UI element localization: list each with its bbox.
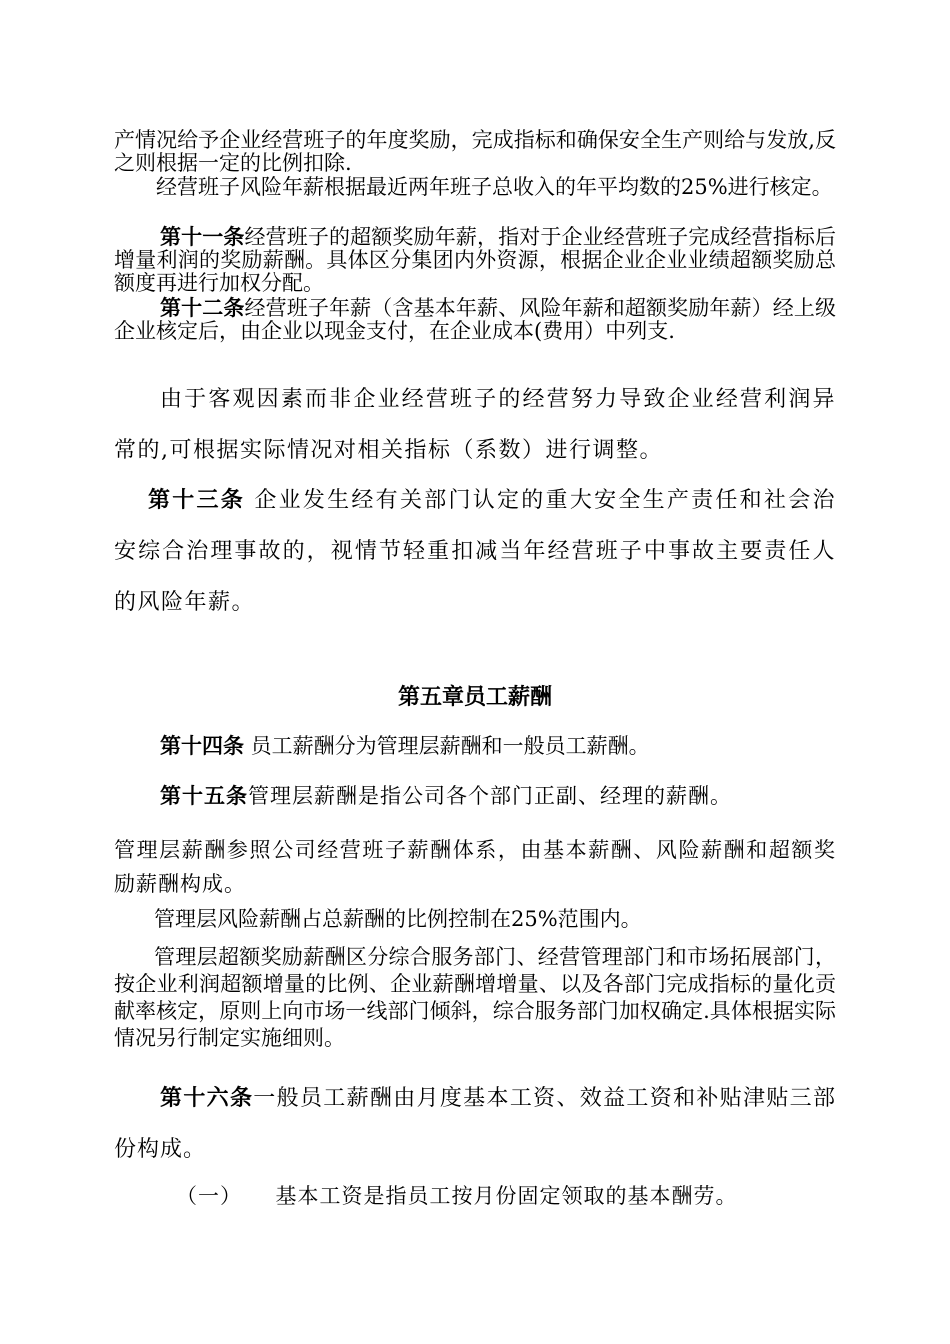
paragraph-1-text: 产情况给予企业经营班子的年度奖励，完成指标和确保安全生产则给与发放,反之则根据一定的比例扣除.	[114, 128, 836, 175]
article-16-text: 一般员工薪酬由月度基本工资、效益工资和补贴津贴三部份构成。	[114, 1086, 836, 1162]
article-15-title: 第十五条	[160, 784, 248, 808]
paragraph-2	[114, 176, 836, 199]
article-16	[114, 1073, 836, 1175]
paragraph-mgmt-risk	[114, 906, 836, 933]
paragraph-1	[114, 129, 836, 175]
paragraph-mgmt-bonus-text: 管理层超额奖励薪酬区分综合服务部门、经营管理部门和市场拓展部门，按企业利润超额增量的比例、企业薪酬增增量、以及各部门完成指标的量化贡献率核定，原则上向市场一线部门倾斜，综合服务部门加权确定.具体根据实际情况另行制定实施细则。	[114, 945, 836, 1050]
article-14-text: 员工薪酬分为管理层薪酬和一般员工薪酬。	[244, 734, 650, 758]
paragraph-mgmt-composition-text: 管理层薪酬参照公司经营班子薪酬体系，由基本薪酬、风险薪酬和超额奖励薪酬构成。	[114, 838, 836, 896]
article-14-title: 第十四条	[160, 734, 244, 758]
article-15	[114, 783, 836, 810]
paragraph-mgmt-risk-text: 管理层风险薪酬占总薪酬的比例控制在25%范围内。	[154, 907, 642, 931]
article-13-text: 企业发生经有关部门认定的重大安全生产责任和社会治安综合治理事故的，视情节轻重扣减当年经营班子中事故主要责任人的风险年薪。	[114, 488, 836, 615]
paragraph-2-text: 经营班子风险年薪根据最近两年班子总收入的年平均数的25%进行核定。	[156, 175, 833, 199]
chapter-heading: 第五章员工薪酬	[397, 685, 552, 710]
article-14	[114, 733, 836, 760]
article-16-title: 第十六条	[160, 1086, 254, 1111]
article-11-title: 第十一条	[160, 225, 245, 249]
item-1-text: （一） 基本工资是指员工按月份固定领取的基本酬劳。	[176, 1184, 738, 1208]
article-13	[114, 475, 836, 628]
article-15-text: 管理层薪酬是指公司各个部门正副、经理的薪酬。	[248, 784, 732, 808]
article-13-title: 第十三条	[148, 488, 246, 513]
article-12-text: 经营班子年薪（含基本年薪、风险年薪和超额奖励年薪）经上级企业核定后，由企业以现金支付，在企业成本(费用）中列支.	[114, 296, 837, 343]
article-12	[114, 297, 836, 343]
article-12-title: 第十二条	[160, 296, 245, 320]
paragraph-adjustment	[114, 374, 836, 476]
paragraph-adjustment-text: 由于客观因素而非企业经营班子的经营努力导致企业经营利润异常的,可根据实际情况对相关指标（系数）进行调整。	[114, 387, 836, 463]
article-11-text: 经营班子的超额奖励年薪，指对于企业经营班子完成经营指标后增量利润的奖励薪酬。具体区分集团内外资源，根据企业企业业绩超额奖励总额度再进行加权分配。	[114, 225, 837, 295]
paragraph-mgmt-bonus	[114, 944, 836, 1052]
item-1	[114, 1183, 836, 1210]
article-11	[114, 226, 836, 295]
paragraph-mgmt-composition	[114, 833, 836, 901]
